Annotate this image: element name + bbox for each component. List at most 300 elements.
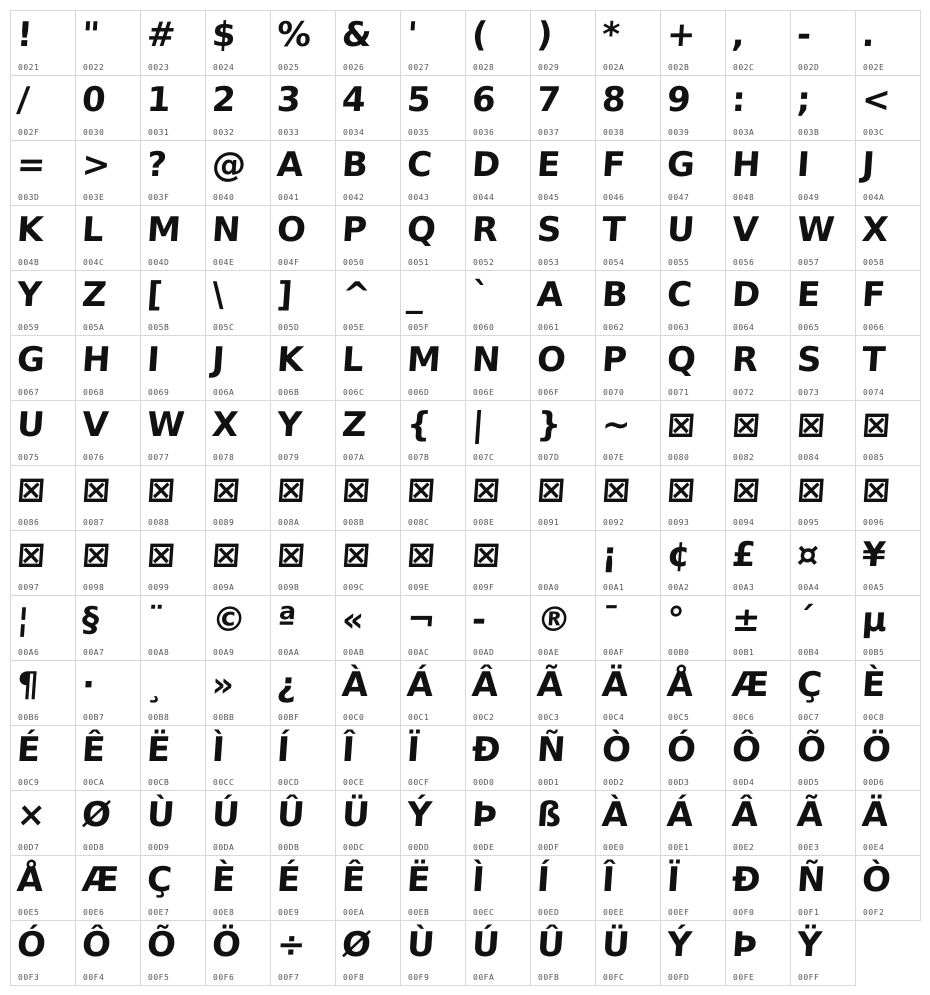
glyph-cell: [335, 205, 401, 271]
glyph-codepoint: 0051: [408, 258, 430, 267]
glyph-codepoint: 0024: [213, 63, 235, 72]
glyph-char: B: [600, 275, 630, 315]
glyph-cell: [205, 855, 271, 921]
glyph-codepoint: 00F0: [733, 908, 755, 917]
glyph-codepoint: 0098: [83, 583, 105, 592]
glyph-codepoint: 00A1: [603, 583, 625, 592]
glyph-cell: [140, 855, 206, 921]
glyph-char: É: [15, 730, 42, 770]
glyph-cell: [790, 10, 856, 76]
glyph-cell: [335, 75, 401, 141]
glyph-codepoint: 00F4: [83, 973, 105, 982]
glyph-char: ⊠: [795, 470, 827, 510]
glyph-codepoint: 0039: [668, 128, 690, 137]
glyph-cell: [790, 270, 856, 336]
glyph-char: ⊠: [405, 470, 437, 510]
glyph-char: C: [405, 145, 434, 185]
glyph-char: Ã: [535, 665, 565, 705]
glyph-cell: [790, 400, 856, 466]
glyph-row: [10, 790, 920, 855]
glyph-cell: [855, 530, 921, 596]
glyph-codepoint: 0062: [603, 323, 625, 332]
glyph-cell: [660, 855, 726, 921]
glyph-char: Á: [665, 795, 695, 835]
glyph-char: ⊠: [860, 470, 892, 510]
glyph-char: ⊠: [535, 470, 567, 510]
glyph-codepoint: 00A7: [83, 648, 105, 657]
glyph-char: {: [405, 405, 433, 445]
glyph-cell: [595, 920, 661, 986]
glyph-char: Â: [730, 795, 760, 835]
glyph-cell: [660, 335, 726, 401]
glyph-char: ⊠: [470, 470, 502, 510]
glyph-char: Y: [275, 405, 304, 445]
glyph-char: _: [405, 275, 426, 315]
glyph-cell: [75, 530, 141, 596]
glyph-char: Û: [535, 925, 567, 965]
glyph-cell: [725, 10, 791, 76]
glyph-char: Ä: [860, 795, 890, 835]
glyph-cell: [725, 335, 791, 401]
glyph-cell: [465, 335, 531, 401]
glyph-cell: [140, 465, 206, 531]
glyph-cell: [75, 920, 141, 986]
glyph-codepoint: 0067: [18, 388, 40, 397]
glyph-cell: [205, 725, 271, 791]
glyph-codepoint: 00F9: [408, 973, 430, 982]
glyph-char: T: [860, 340, 887, 380]
glyph-cell: [140, 595, 206, 661]
glyph-codepoint: 006B: [278, 388, 300, 397]
glyph-cell: [790, 205, 856, 271]
glyph-char: Ô: [80, 925, 113, 965]
glyph-cell: [140, 660, 206, 726]
glyph-char: U: [15, 405, 47, 445]
glyph-char: ⊠: [210, 470, 242, 510]
glyph-cell: [790, 790, 856, 856]
glyph-codepoint: 0050: [343, 258, 365, 267]
glyph-char: Í: [535, 860, 552, 900]
glyph-char: Õ: [145, 925, 178, 965]
glyph-codepoint: 0089: [213, 518, 235, 527]
glyph-cell: [530, 530, 596, 596]
glyph-cell: [790, 595, 856, 661]
glyph-codepoint: 0045: [538, 193, 560, 202]
glyph-char: ⊠: [730, 470, 762, 510]
glyph-codepoint: 0053: [538, 258, 560, 267]
glyph-cell: [140, 140, 206, 206]
glyph-codepoint: 00DF: [538, 843, 560, 852]
glyph-cell: [725, 465, 791, 531]
glyph-cell: [400, 140, 466, 206]
glyph-cell: [75, 10, 141, 76]
glyph-cell: [725, 530, 791, 596]
glyph-cell: [725, 140, 791, 206]
glyph-codepoint: 0082: [733, 453, 755, 462]
glyph-codepoint: 0078: [213, 453, 235, 462]
glyph-cell: [790, 660, 856, 726]
glyph-char: «: [340, 600, 366, 640]
glyph-codepoint: 00AB: [343, 648, 365, 657]
glyph-codepoint: 00B5: [863, 648, 885, 657]
glyph-codepoint: 00E9: [278, 908, 300, 917]
glyph-cell: [335, 465, 401, 531]
glyph-codepoint: 00C5: [668, 713, 690, 722]
glyph-char: L: [80, 210, 106, 250]
glyph-codepoint: 004D: [148, 258, 170, 267]
glyph-char: S: [535, 210, 563, 250]
glyph-cell: [725, 920, 791, 986]
glyph-char: 1: [145, 80, 173, 120]
glyph-cell: [75, 270, 141, 336]
glyph-char: Ì: [210, 730, 227, 770]
glyph-char: -: [470, 600, 488, 640]
glyph-codepoint: 00FF: [798, 973, 820, 982]
glyph-char: Â: [470, 665, 500, 705]
glyph-codepoint: 0063: [668, 323, 690, 332]
glyph-row: [10, 920, 920, 985]
glyph-cell: [530, 465, 596, 531]
glyph-cell: [335, 335, 401, 401]
glyph-cell: [790, 530, 856, 596]
glyph-cell: [465, 400, 531, 466]
glyph-row: [10, 855, 920, 920]
glyph-char: Ú: [470, 925, 502, 965]
glyph-char: ^: [340, 275, 372, 315]
glyph-codepoint: 0040: [213, 193, 235, 202]
glyph-codepoint: 0054: [603, 258, 625, 267]
glyph-cell: [140, 920, 206, 986]
glyph-codepoint: 00A4: [798, 583, 820, 592]
glyph-codepoint: 00B4: [798, 648, 820, 657]
glyph-cell: [75, 595, 141, 661]
glyph-char: Þ: [470, 795, 499, 835]
glyph-codepoint: 0043: [408, 193, 430, 202]
glyph-codepoint: 00E3: [798, 843, 820, 852]
glyph-char: R: [730, 340, 760, 380]
glyph-codepoint: 0041: [278, 193, 300, 202]
glyph-codepoint: 004B: [18, 258, 40, 267]
glyph-cell: [660, 75, 726, 141]
glyph-codepoint: 0060: [473, 323, 495, 332]
glyph-char: K: [15, 210, 45, 250]
glyph-char: D: [470, 145, 502, 185]
glyph-char: H: [730, 145, 762, 185]
glyph-char: ⊠: [275, 470, 307, 510]
glyph-char: ": [80, 15, 102, 55]
glyph-char: Z: [340, 405, 369, 445]
glyph-char: ~: [600, 405, 632, 445]
glyph-codepoint: 00C0: [343, 713, 365, 722]
glyph-codepoint: 00FE: [733, 973, 755, 982]
glyph-char: ⊠: [665, 405, 697, 445]
glyph-codepoint: 009A: [213, 583, 235, 592]
glyph-char: 5: [405, 80, 433, 120]
glyph-codepoint: 0042: [343, 193, 365, 202]
glyph-cell: [790, 920, 856, 986]
glyph-codepoint: 00EE: [603, 908, 625, 917]
glyph-codepoint: 002A: [603, 63, 625, 72]
glyph-cell: [335, 855, 401, 921]
glyph-char: Ç: [795, 665, 824, 705]
glyph-char: I: [145, 340, 162, 380]
glyph-char: Ð: [730, 860, 762, 900]
glyph-char: Æ: [80, 860, 121, 900]
glyph-cell: [465, 595, 531, 661]
glyph-char: J: [860, 145, 877, 185]
glyph-cell: [725, 725, 791, 791]
glyph-cell: [10, 725, 76, 791]
glyph-codepoint: 0044: [473, 193, 495, 202]
glyph-cell: [660, 270, 726, 336]
glyph-char: Ä: [600, 665, 630, 705]
glyph-codepoint: 00D1: [538, 778, 560, 787]
glyph-cell: [10, 205, 76, 271]
glyph-codepoint: 00F2: [863, 908, 885, 917]
glyph-cell: [335, 660, 401, 726]
glyph-codepoint: 0077: [148, 453, 170, 462]
glyph-cell: [270, 790, 336, 856]
glyph-cell: [660, 595, 726, 661]
glyph-char: ): [535, 15, 554, 55]
glyph-cell: [335, 920, 401, 986]
glyph-cell: [140, 530, 206, 596]
glyph-cell: [10, 855, 76, 921]
glyph-codepoint: 00EF: [668, 908, 690, 917]
glyph-char: -: [795, 15, 813, 55]
glyph-codepoint: 0031: [148, 128, 170, 137]
glyph-cell: [10, 335, 76, 401]
glyph-codepoint: 0047: [668, 193, 690, 202]
glyph-char: &: [340, 15, 374, 55]
glyph-char: Ç: [145, 860, 174, 900]
glyph-cell: [205, 595, 271, 661]
glyph-codepoint: 00CF: [408, 778, 430, 787]
glyph-cell: [855, 465, 921, 531]
glyph-cell: [595, 725, 661, 791]
glyph-codepoint: 00CE: [343, 778, 365, 787]
glyph-codepoint: 00B1: [733, 648, 755, 657]
glyph-char: 6: [470, 80, 498, 120]
glyph-cell: [530, 75, 596, 141]
glyph-codepoint: 00DC: [343, 843, 365, 852]
glyph-codepoint: 00F3: [18, 973, 40, 982]
glyph-char: ,: [730, 15, 747, 55]
glyph-char: Î: [340, 730, 357, 770]
glyph-codepoint: 0069: [148, 388, 170, 397]
glyph-char: 7: [535, 80, 563, 120]
glyph-grid: [10, 10, 920, 985]
glyph-cell: [725, 595, 791, 661]
glyph-codepoint: 0049: [798, 193, 820, 202]
glyph-char: £: [730, 535, 758, 575]
glyph-codepoint: 00C1: [408, 713, 430, 722]
glyph-cell: [855, 205, 921, 271]
glyph-cell: [400, 465, 466, 531]
glyph-char: V: [80, 405, 110, 445]
glyph-cell: [205, 75, 271, 141]
glyph-char: #: [145, 15, 177, 55]
glyph-codepoint: 00F1: [798, 908, 820, 917]
glyph-codepoint: 0052: [473, 258, 495, 267]
glyph-cell: [530, 595, 596, 661]
glyph-cell: [75, 75, 141, 141]
glyph-char: ß: [535, 795, 563, 835]
glyph-codepoint: 0099: [148, 583, 170, 592]
glyph-codepoint: 009C: [343, 583, 365, 592]
glyph-codepoint: 00D7: [18, 843, 40, 852]
glyph-cell: [400, 595, 466, 661]
glyph-cell: [660, 400, 726, 466]
glyph-char: ©: [210, 600, 248, 640]
glyph-codepoint: 0025: [278, 63, 300, 72]
glyph-char: 8: [600, 80, 628, 120]
glyph-cell: [10, 10, 76, 76]
glyph-cell: [660, 140, 726, 206]
glyph-char: Þ: [730, 925, 759, 965]
glyph-cell: [205, 335, 271, 401]
glyph-char: ⊠: [15, 470, 47, 510]
glyph-char: K: [275, 340, 305, 380]
glyph-codepoint: 00C6: [733, 713, 755, 722]
glyph-codepoint: 0065: [798, 323, 820, 332]
glyph-codepoint: 0036: [473, 128, 495, 137]
glyph-codepoint: 00CC: [213, 778, 235, 787]
glyph-codepoint: 0076: [83, 453, 105, 462]
glyph-codepoint: 002F: [18, 128, 40, 137]
glyph-char: `: [470, 275, 491, 315]
glyph-row: [10, 725, 920, 790]
glyph-char: ;: [795, 80, 813, 120]
glyph-codepoint: 004F: [278, 258, 300, 267]
glyph-cell: [10, 75, 76, 141]
glyph-codepoint: 003B: [798, 128, 820, 137]
glyph-cell: [465, 660, 531, 726]
glyph-cell: [205, 10, 271, 76]
glyph-codepoint: 00E6: [83, 908, 105, 917]
glyph-char: M: [145, 210, 183, 250]
glyph-cell: [660, 465, 726, 531]
glyph-codepoint: 0027: [408, 63, 430, 72]
glyph-cell: [595, 400, 661, 466]
glyph-codepoint: 00B7: [83, 713, 105, 722]
glyph-char: H: [80, 340, 112, 380]
glyph-char: |: [470, 405, 486, 445]
glyph-row: [10, 205, 920, 270]
glyph-cell: [595, 75, 661, 141]
glyph-codepoint: 0048: [733, 193, 755, 202]
glyph-codepoint: 00EA: [343, 908, 365, 917]
glyph-cell: [400, 335, 466, 401]
glyph-codepoint: 005D: [278, 323, 300, 332]
glyph-cell: [270, 75, 336, 141]
glyph-cell: [855, 855, 921, 921]
glyph-codepoint: 004E: [213, 258, 235, 267]
glyph-cell: [75, 660, 141, 726]
glyph-cell: [335, 790, 401, 856]
glyph-char: B: [340, 145, 370, 185]
glyph-char: T: [600, 210, 627, 250]
glyph-char: Å: [665, 665, 695, 705]
glyph-cell: [790, 140, 856, 206]
glyph-cell: [855, 75, 921, 141]
glyph-cell: [465, 530, 531, 596]
glyph-codepoint: 002C: [733, 63, 755, 72]
glyph-cell: [725, 270, 791, 336]
glyph-char: :: [730, 80, 748, 120]
glyph-codepoint: 0035: [408, 128, 430, 137]
glyph-cell: [270, 920, 336, 986]
glyph-char: ¯: [600, 600, 621, 640]
glyph-char: L: [340, 340, 366, 380]
glyph-cell: [270, 10, 336, 76]
glyph-cell: [660, 920, 726, 986]
glyph-codepoint: 00C2: [473, 713, 495, 722]
glyph-char: 3: [275, 80, 303, 120]
glyph-char: À: [340, 665, 370, 705]
glyph-char: Ö: [210, 925, 243, 965]
glyph-cell: [140, 205, 206, 271]
glyph-codepoint: 009E: [408, 583, 430, 592]
glyph-codepoint: 00D8: [83, 843, 105, 852]
glyph-char: >: [80, 145, 112, 185]
glyph-char: F: [600, 145, 627, 185]
glyph-char: ¶: [15, 665, 41, 705]
glyph-char: ⊠: [145, 470, 177, 510]
glyph-char: X: [210, 405, 240, 445]
glyph-codepoint: 003C: [863, 128, 885, 137]
glyph-char: Í: [275, 730, 292, 770]
glyph-cell: [660, 10, 726, 76]
glyph-char: Ê: [80, 730, 107, 770]
glyph-char: Ø: [80, 795, 113, 835]
glyph-cell: [140, 400, 206, 466]
glyph-char: G: [15, 340, 47, 380]
glyph-codepoint: 00AE: [538, 648, 560, 657]
glyph-char: ⊠: [15, 535, 47, 575]
glyph-codepoint: 00CD: [278, 778, 300, 787]
glyph-codepoint: 002E: [863, 63, 885, 72]
glyph-cell: [855, 660, 921, 726]
glyph-char: ⊠: [80, 535, 112, 575]
glyph-codepoint: 007A: [343, 453, 365, 462]
glyph-char: 4: [340, 80, 368, 120]
glyph-char: Q: [665, 340, 698, 380]
glyph-char: P: [600, 340, 629, 380]
glyph-cell: [595, 140, 661, 206]
glyph-char: ¥: [860, 535, 888, 575]
glyph-cell: [75, 725, 141, 791]
glyph-char: P: [340, 210, 369, 250]
glyph-char: C: [665, 275, 694, 315]
glyph-cell: [855, 725, 921, 791]
glyph-row: [10, 660, 920, 725]
glyph-codepoint: 0059: [18, 323, 40, 332]
glyph-cell: [465, 725, 531, 791]
glyph-char: Ù: [145, 795, 177, 835]
glyph-codepoint: 0056: [733, 258, 755, 267]
glyph-char: }: [535, 405, 563, 445]
glyph-char: Q: [405, 210, 438, 250]
glyph-codepoint: 00C4: [603, 713, 625, 722]
glyph-codepoint: 00B0: [668, 648, 690, 657]
glyph-char: ⊠: [275, 535, 307, 575]
glyph-char: ⊠: [210, 535, 242, 575]
glyph-char: Õ: [795, 730, 828, 770]
glyph-cell: [10, 920, 76, 986]
glyph-cell: [270, 595, 336, 661]
glyph-char: ⊠: [470, 535, 502, 575]
